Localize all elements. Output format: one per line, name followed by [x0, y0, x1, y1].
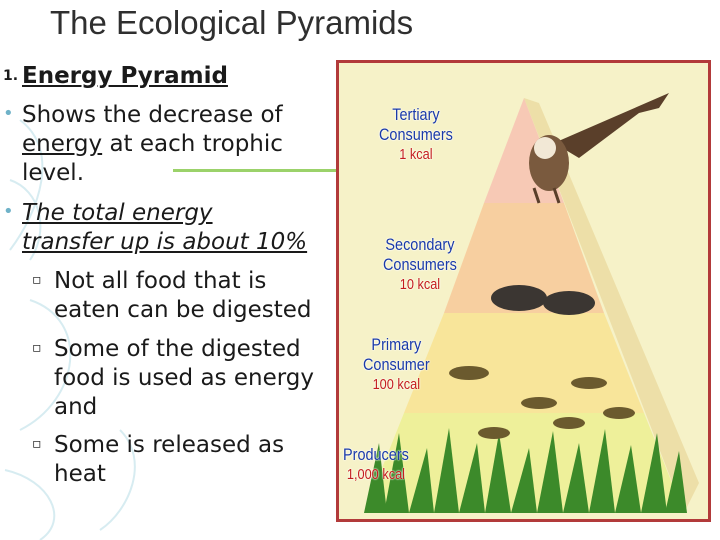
bullet1-line2: energy at each trophic — [22, 131, 283, 157]
sub-bullet-marker: ▫ — [32, 272, 42, 288]
sub-bullet-c-line2: heat — [54, 461, 106, 487]
sub-bullet-b-line2: food is used as energy — [54, 365, 314, 391]
energy-pyramid-illustration — [336, 60, 711, 522]
label-producers: Producers 1,000 kcal — [343, 445, 409, 483]
connector-line — [173, 169, 338, 172]
bullet1-line1: Shows the decrease of — [22, 102, 283, 128]
bullet2-line2: transfer up is about 10% — [22, 229, 308, 255]
sub-bullet-b-line1: Some of the digested — [54, 336, 301, 362]
sub-bullet-marker: ▫ — [32, 340, 42, 356]
bullet1-line3: level. — [22, 160, 85, 186]
sub-bullet-marker: ▫ — [32, 436, 42, 452]
bullet-marker: • — [3, 201, 14, 222]
slide-title: The Ecological Pyramids — [50, 4, 414, 41]
bullet-marker: • — [3, 103, 14, 124]
label-primary-consumer: Primary Consumer 100 kcal — [363, 335, 430, 393]
bullet2-line1: The total energy — [22, 200, 213, 226]
pyramid-level-primary — [404, 313, 644, 413]
sub-bullet-b-line3: and — [54, 394, 98, 420]
outline-number: 1. — [3, 68, 19, 84]
sub-bullet-c-line1: Some is released as — [54, 432, 285, 458]
section-heading: Energy Pyramid — [22, 63, 228, 89]
label-secondary-consumers: Secondary Consumers 10 kcal — [383, 235, 457, 293]
owl-icon — [529, 93, 669, 203]
label-tertiary-consumers: Tertiary Consumers 1 kcal — [379, 105, 453, 163]
sub-bullet-a-line1: Not all food that is — [54, 268, 267, 294]
sub-bullet-a-line2: eaten can be digested — [54, 297, 312, 323]
